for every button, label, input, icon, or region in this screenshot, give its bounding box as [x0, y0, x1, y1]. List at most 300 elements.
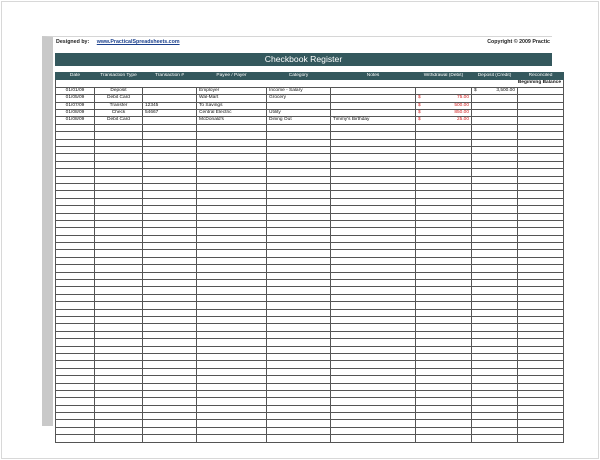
empty-cell[interactable] [331, 243, 416, 250]
empty-cell[interactable] [416, 420, 472, 427]
empty-cell[interactable] [472, 376, 518, 383]
empty-cell[interactable] [331, 324, 416, 331]
empty-cell[interactable] [143, 124, 197, 131]
empty-cell[interactable] [56, 235, 95, 242]
empty-cell[interactable] [416, 353, 472, 360]
empty-cell[interactable] [331, 427, 416, 434]
empty-cell[interactable] [143, 294, 197, 301]
empty-cell[interactable] [267, 124, 331, 131]
empty-cell[interactable] [331, 294, 416, 301]
empty-cell[interactable] [197, 272, 267, 279]
empty-cell[interactable] [197, 280, 267, 287]
empty-cell[interactable] [267, 287, 331, 294]
empty-cell[interactable] [267, 220, 331, 227]
empty-cell[interactable] [267, 376, 331, 383]
category-cell[interactable]: Income - Salary [267, 87, 331, 94]
empty-cell[interactable] [416, 213, 472, 220]
empty-cell[interactable] [143, 317, 197, 324]
empty-cell[interactable] [518, 398, 564, 405]
payee-cell[interactable]: Wal-Mart [197, 95, 267, 102]
empty-cell[interactable] [331, 272, 416, 279]
empty-cell[interactable] [143, 280, 197, 287]
reconciled-cell[interactable] [518, 110, 564, 117]
empty-cell[interactable] [518, 317, 564, 324]
empty-cell[interactable] [267, 346, 331, 353]
empty-cell[interactable] [331, 361, 416, 368]
empty-cell[interactable] [416, 383, 472, 390]
empty-cell[interactable] [416, 176, 472, 183]
type-cell[interactable]: Debit Card [95, 95, 143, 102]
empty-cell[interactable] [267, 317, 331, 324]
empty-cell[interactable] [56, 331, 95, 338]
empty-cell[interactable] [416, 317, 472, 324]
empty-cell[interactable] [331, 376, 416, 383]
date-cell[interactable]: 01/08/09 [56, 110, 95, 117]
empty-cell[interactable] [331, 435, 416, 442]
empty-cell[interactable] [518, 169, 564, 176]
empty-cell[interactable] [56, 154, 95, 161]
empty-cell[interactable] [331, 413, 416, 420]
empty-cell[interactable] [95, 376, 143, 383]
empty-cell[interactable] [56, 272, 95, 279]
empty-cell[interactable] [143, 250, 197, 257]
empty-cell[interactable] [518, 287, 564, 294]
empty-cell[interactable] [143, 405, 197, 412]
empty-cell[interactable] [197, 302, 267, 309]
empty-cell[interactable] [518, 294, 564, 301]
empty-cell[interactable] [143, 302, 197, 309]
empty-cell[interactable] [518, 361, 564, 368]
empty-cell[interactable] [518, 265, 564, 272]
empty-cell[interactable] [331, 213, 416, 220]
empty-cell[interactable] [95, 183, 143, 190]
withdrawal-cell[interactable] [416, 110, 472, 117]
empty-cell[interactable] [143, 272, 197, 279]
empty-cell[interactable] [518, 405, 564, 412]
empty-cell[interactable] [267, 309, 331, 316]
empty-cell[interactable] [472, 124, 518, 131]
empty-cell[interactable] [95, 235, 143, 242]
empty-cell[interactable] [267, 198, 331, 205]
empty-cell[interactable] [518, 309, 564, 316]
empty-cell[interactable] [518, 124, 564, 131]
empty-cell[interactable] [56, 191, 95, 198]
empty-cell[interactable] [472, 302, 518, 309]
empty-cell[interactable] [95, 154, 143, 161]
category-cell[interactable]: Dining Out [267, 117, 331, 124]
empty-cell[interactable] [95, 257, 143, 264]
empty-cell[interactable] [518, 176, 564, 183]
empty-cell[interactable] [56, 309, 95, 316]
empty-cell[interactable] [472, 339, 518, 346]
empty-cell[interactable] [197, 161, 267, 168]
empty-cell[interactable] [472, 353, 518, 360]
empty-cell[interactable] [95, 280, 143, 287]
empty-cell[interactable] [472, 265, 518, 272]
empty-cell[interactable] [143, 346, 197, 353]
empty-cell[interactable] [518, 376, 564, 383]
empty-cell[interactable] [197, 257, 267, 264]
empty-cell[interactable] [143, 183, 197, 190]
empty-cell[interactable] [472, 368, 518, 375]
empty-cell[interactable] [472, 147, 518, 154]
empty-cell[interactable] [331, 368, 416, 375]
empty-cell[interactable] [416, 390, 472, 397]
empty-cell[interactable] [416, 324, 472, 331]
empty-cell[interactable] [518, 161, 564, 168]
empty-cell[interactable] [416, 376, 472, 383]
empty-cell[interactable] [143, 376, 197, 383]
empty-cell[interactable] [143, 206, 197, 213]
empty-cell[interactable] [331, 317, 416, 324]
empty-cell[interactable] [518, 435, 564, 442]
empty-cell[interactable] [472, 280, 518, 287]
empty-cell[interactable] [197, 213, 267, 220]
empty-cell[interactable] [472, 198, 518, 205]
empty-cell[interactable] [518, 147, 564, 154]
date-cell[interactable]: 01/05/09 [56, 95, 95, 102]
empty-cell[interactable] [197, 376, 267, 383]
withdrawal-cell[interactable] [416, 87, 472, 94]
empty-cell[interactable] [267, 228, 331, 235]
empty-cell[interactable] [56, 176, 95, 183]
empty-cell[interactable] [197, 383, 267, 390]
empty-cell[interactable] [95, 368, 143, 375]
empty-cell[interactable] [416, 413, 472, 420]
empty-cell[interactable] [331, 257, 416, 264]
empty-cell[interactable] [56, 169, 95, 176]
empty-cell[interactable] [331, 280, 416, 287]
empty-cell[interactable] [267, 206, 331, 213]
empty-cell[interactable] [472, 220, 518, 227]
empty-cell[interactable] [143, 309, 197, 316]
empty-cell[interactable] [518, 390, 564, 397]
empty-cell[interactable] [472, 250, 518, 257]
empty-cell[interactable] [143, 398, 197, 405]
empty-cell[interactable] [472, 191, 518, 198]
empty-cell[interactable] [267, 183, 331, 190]
empty-cell[interactable] [95, 405, 143, 412]
empty-cell[interactable] [95, 176, 143, 183]
empty-cell[interactable] [472, 235, 518, 242]
empty-cell[interactable] [416, 287, 472, 294]
empty-cell[interactable] [56, 228, 95, 235]
empty-cell[interactable] [56, 376, 95, 383]
empty-cell[interactable] [95, 420, 143, 427]
payee-cell[interactable]: Central Electric [197, 110, 267, 117]
empty-cell[interactable] [267, 161, 331, 168]
empty-cell[interactable] [267, 368, 331, 375]
empty-cell[interactable] [56, 398, 95, 405]
empty-cell[interactable] [95, 228, 143, 235]
deposit-cell[interactable] [472, 87, 518, 94]
empty-cell[interactable] [143, 383, 197, 390]
empty-cell[interactable] [472, 243, 518, 250]
empty-cell[interactable] [416, 243, 472, 250]
empty-cell[interactable] [331, 228, 416, 235]
empty-cell[interactable] [95, 331, 143, 338]
empty-cell[interactable] [331, 132, 416, 139]
empty-cell[interactable] [518, 191, 564, 198]
empty-cell[interactable] [197, 183, 267, 190]
empty-cell[interactable] [331, 183, 416, 190]
empty-cell[interactable] [518, 257, 564, 264]
empty-cell[interactable] [518, 243, 564, 250]
empty-cell[interactable] [331, 302, 416, 309]
empty-cell[interactable] [197, 287, 267, 294]
empty-cell[interactable] [56, 353, 95, 360]
empty-cell[interactable] [143, 139, 197, 146]
empty-cell[interactable] [331, 287, 416, 294]
empty-cell[interactable] [197, 235, 267, 242]
empty-cell[interactable] [518, 331, 564, 338]
notes-cell[interactable] [331, 110, 416, 117]
empty-cell[interactable] [143, 147, 197, 154]
empty-cell[interactable] [95, 353, 143, 360]
empty-cell[interactable] [267, 243, 331, 250]
empty-cell[interactable] [143, 154, 197, 161]
empty-cell[interactable] [518, 154, 564, 161]
empty-cell[interactable] [472, 383, 518, 390]
empty-cell[interactable] [267, 213, 331, 220]
empty-cell[interactable] [331, 346, 416, 353]
empty-cell[interactable] [143, 161, 197, 168]
type-cell[interactable]: Transfer [95, 102, 143, 109]
withdrawal-cell[interactable] [416, 95, 472, 102]
deposit-cell[interactable] [472, 95, 518, 102]
empty-cell[interactable] [143, 213, 197, 220]
empty-cell[interactable] [472, 331, 518, 338]
empty-cell[interactable] [267, 235, 331, 242]
reconciled-cell[interactable] [518, 95, 564, 102]
empty-cell[interactable] [331, 235, 416, 242]
empty-cell[interactable] [197, 243, 267, 250]
empty-cell[interactable] [416, 435, 472, 442]
empty-cell[interactable] [331, 390, 416, 397]
empty-cell[interactable] [472, 398, 518, 405]
empty-cell[interactable] [95, 427, 143, 434]
empty-cell[interactable] [518, 139, 564, 146]
empty-cell[interactable] [472, 294, 518, 301]
empty-cell[interactable] [267, 361, 331, 368]
empty-cell[interactable] [416, 183, 472, 190]
empty-cell[interactable] [472, 183, 518, 190]
empty-cell[interactable] [143, 435, 197, 442]
empty-cell[interactable] [416, 405, 472, 412]
empty-cell[interactable] [197, 228, 267, 235]
empty-cell[interactable] [197, 317, 267, 324]
empty-cell[interactable] [267, 398, 331, 405]
empty-cell[interactable] [472, 154, 518, 161]
empty-cell[interactable] [518, 213, 564, 220]
empty-cell[interactable] [95, 161, 143, 168]
empty-cell[interactable] [518, 302, 564, 309]
empty-cell[interactable] [331, 206, 416, 213]
empty-cell[interactable] [416, 124, 472, 131]
empty-cell[interactable] [95, 302, 143, 309]
empty-cell[interactable] [56, 287, 95, 294]
empty-cell[interactable] [56, 280, 95, 287]
empty-cell[interactable] [416, 132, 472, 139]
payee-cell[interactable]: Employer [197, 87, 267, 94]
empty-cell[interactable] [95, 317, 143, 324]
empty-cell[interactable] [95, 339, 143, 346]
empty-cell[interactable] [331, 176, 416, 183]
empty-cell[interactable] [197, 198, 267, 205]
empty-cell[interactable] [472, 161, 518, 168]
notes-cell[interactable] [331, 95, 416, 102]
empty-cell[interactable] [518, 132, 564, 139]
transaction-number-cell[interactable] [143, 117, 197, 124]
empty-cell[interactable] [518, 220, 564, 227]
empty-cell[interactable] [518, 272, 564, 279]
empty-cell[interactable] [518, 420, 564, 427]
empty-cell[interactable] [56, 124, 95, 131]
empty-cell[interactable] [56, 250, 95, 257]
empty-cell[interactable] [416, 302, 472, 309]
empty-cell[interactable] [56, 161, 95, 168]
empty-cell[interactable] [95, 361, 143, 368]
empty-cell[interactable] [143, 361, 197, 368]
empty-cell[interactable] [197, 124, 267, 131]
empty-cell[interactable] [197, 147, 267, 154]
empty-cell[interactable] [416, 294, 472, 301]
empty-cell[interactable] [267, 191, 331, 198]
empty-cell[interactable] [267, 383, 331, 390]
empty-cell[interactable] [56, 302, 95, 309]
empty-cell[interactable] [197, 398, 267, 405]
empty-cell[interactable] [267, 427, 331, 434]
deposit-cell[interactable] [472, 117, 518, 124]
empty-cell[interactable] [472, 346, 518, 353]
empty-cell[interactable] [56, 339, 95, 346]
empty-cell[interactable] [143, 198, 197, 205]
empty-cell[interactable] [518, 206, 564, 213]
empty-cell[interactable] [331, 383, 416, 390]
empty-cell[interactable] [143, 191, 197, 198]
empty-cell[interactable] [518, 368, 564, 375]
empty-cell[interactable] [197, 390, 267, 397]
empty-cell[interactable] [95, 147, 143, 154]
empty-cell[interactable] [56, 324, 95, 331]
empty-cell[interactable] [267, 280, 331, 287]
empty-cell[interactable] [472, 206, 518, 213]
empty-cell[interactable] [197, 154, 267, 161]
empty-cell[interactable] [416, 331, 472, 338]
empty-cell[interactable] [472, 213, 518, 220]
empty-cell[interactable] [95, 213, 143, 220]
empty-cell[interactable] [197, 191, 267, 198]
empty-cell[interactable] [472, 309, 518, 316]
empty-cell[interactable] [56, 435, 95, 442]
empty-cell[interactable] [331, 398, 416, 405]
empty-cell[interactable] [472, 405, 518, 412]
empty-cell[interactable] [416, 147, 472, 154]
empty-cell[interactable] [267, 420, 331, 427]
empty-cell[interactable] [56, 243, 95, 250]
empty-cell[interactable] [267, 294, 331, 301]
empty-cell[interactable] [143, 331, 197, 338]
empty-cell[interactable] [143, 353, 197, 360]
empty-cell[interactable] [472, 228, 518, 235]
reconciled-cell[interactable] [518, 87, 564, 94]
payee-cell[interactable]: To Savings [197, 102, 267, 109]
empty-cell[interactable] [331, 339, 416, 346]
empty-cell[interactable] [95, 243, 143, 250]
empty-cell[interactable] [472, 361, 518, 368]
empty-cell[interactable] [267, 257, 331, 264]
empty-cell[interactable] [95, 324, 143, 331]
transaction-number-cell[interactable] [143, 95, 197, 102]
empty-cell[interactable] [197, 324, 267, 331]
empty-cell[interactable] [197, 176, 267, 183]
empty-cell[interactable] [472, 324, 518, 331]
deposit-cell[interactable] [472, 110, 518, 117]
empty-cell[interactable] [267, 154, 331, 161]
empty-cell[interactable] [472, 427, 518, 434]
empty-cell[interactable] [143, 339, 197, 346]
empty-cell[interactable] [95, 398, 143, 405]
empty-cell[interactable] [472, 257, 518, 264]
empty-cell[interactable] [331, 147, 416, 154]
reconciled-cell[interactable] [518, 102, 564, 109]
empty-cell[interactable] [197, 427, 267, 434]
empty-cell[interactable] [197, 405, 267, 412]
empty-cell[interactable] [416, 361, 472, 368]
empty-cell[interactable] [197, 420, 267, 427]
empty-cell[interactable] [56, 317, 95, 324]
empty-cell[interactable] [197, 413, 267, 420]
empty-cell[interactable] [143, 220, 197, 227]
category-cell[interactable] [267, 102, 331, 109]
empty-cell[interactable] [95, 169, 143, 176]
empty-cell[interactable] [197, 132, 267, 139]
empty-cell[interactable] [197, 169, 267, 176]
empty-cell[interactable] [267, 132, 331, 139]
empty-cell[interactable] [95, 287, 143, 294]
category-cell[interactable]: Grocery [267, 95, 331, 102]
empty-cell[interactable] [56, 183, 95, 190]
empty-cell[interactable] [518, 183, 564, 190]
withdrawal-cell[interactable] [416, 102, 472, 109]
empty-cell[interactable] [56, 427, 95, 434]
withdrawal-cell[interactable] [416, 117, 472, 124]
empty-cell[interactable] [197, 353, 267, 360]
empty-cell[interactable] [56, 294, 95, 301]
empty-cell[interactable] [95, 265, 143, 272]
empty-cell[interactable] [56, 405, 95, 412]
empty-cell[interactable] [518, 413, 564, 420]
empty-cell[interactable] [197, 220, 267, 227]
empty-cell[interactable] [518, 324, 564, 331]
empty-cell[interactable] [143, 420, 197, 427]
empty-cell[interactable] [95, 139, 143, 146]
transaction-number-cell[interactable]: 54667 [143, 110, 197, 117]
empty-cell[interactable] [56, 368, 95, 375]
empty-cell[interactable] [197, 368, 267, 375]
empty-cell[interactable] [267, 147, 331, 154]
deposit-cell[interactable] [472, 102, 518, 109]
empty-cell[interactable] [472, 169, 518, 176]
date-cell[interactable]: 01/07/09 [56, 102, 95, 109]
empty-cell[interactable] [518, 346, 564, 353]
empty-cell[interactable] [267, 250, 331, 257]
empty-cell[interactable] [472, 317, 518, 324]
empty-cell[interactable] [472, 435, 518, 442]
empty-cell[interactable] [143, 324, 197, 331]
empty-cell[interactable] [267, 331, 331, 338]
empty-cell[interactable] [56, 383, 95, 390]
